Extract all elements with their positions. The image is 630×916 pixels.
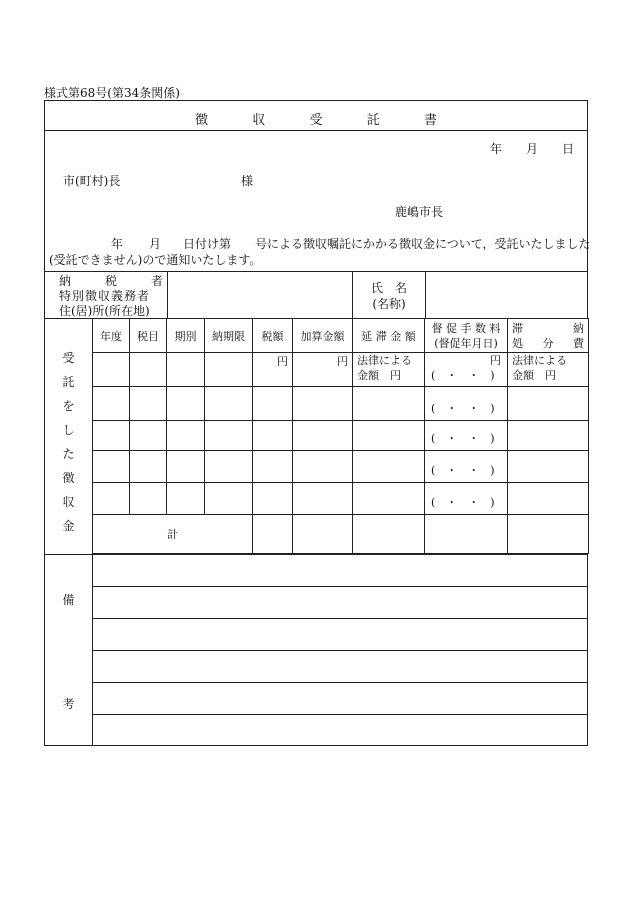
date-day-label: 日 — [562, 142, 575, 156]
remarks-line[interactable] — [93, 555, 588, 587]
cell-zeigaku[interactable] — [253, 353, 293, 387]
cell-kibetsu[interactable] — [167, 353, 205, 387]
cell-nendo[interactable] — [93, 483, 130, 515]
cell-kasan[interactable] — [293, 353, 353, 387]
body-year: 年 — [111, 237, 124, 251]
taxpayer-name-field[interactable] — [426, 272, 587, 318]
cell-kibetsu[interactable] — [167, 451, 205, 483]
cell-tainou[interactable] — [508, 483, 589, 515]
col-header-entai: 延 滞 金 額 — [353, 319, 425, 353]
cell-nokigen[interactable] — [205, 421, 253, 451]
cell-nokigen[interactable] — [205, 451, 253, 483]
honorific-label: 様 — [241, 174, 254, 188]
cell-tainou[interactable] — [508, 421, 589, 451]
form-number-caption: 様式第68号(第34条関係) — [44, 86, 180, 100]
col-header-zeimoku: 税目 — [130, 319, 167, 353]
cell-zeigaku[interactable] — [253, 421, 293, 451]
total-tokusoku[interactable] — [425, 515, 508, 554]
total-entai[interactable] — [353, 515, 425, 554]
cell-tokusoku[interactable]: ( ・ ・ ) — [425, 421, 508, 451]
cell-zeimoku[interactable] — [130, 421, 167, 451]
collected-money-table — [92, 318, 589, 554]
col-header-kasan: 加算金額 — [293, 319, 353, 353]
cell-kasan[interactable] — [293, 451, 353, 483]
total-tainou[interactable] — [508, 515, 589, 554]
table-row — [93, 353, 589, 387]
yen-unit: 円 — [337, 355, 348, 368]
cell-entai[interactable] — [353, 451, 425, 483]
cell-zeimoku[interactable] — [130, 451, 167, 483]
body-second-line: (受託できません)ので通知いたします。 — [49, 253, 262, 267]
body-month: 月 — [149, 237, 162, 251]
col-header-nokigen: 納期限 — [205, 319, 253, 353]
addressee-label: 市(町村)長 — [63, 174, 121, 188]
remarks-table — [92, 554, 588, 746]
title-row — [44, 100, 588, 131]
cell-zeimoku[interactable] — [130, 353, 167, 387]
taxpayer-label: 納 税 者 特別徴収義務者 住(居)所(所在地) — [59, 274, 163, 318]
cell-entai[interactable] — [353, 421, 425, 451]
taxpayer-address-field[interactable] — [168, 272, 352, 318]
cell-zeimoku[interactable] — [130, 483, 167, 515]
total-kasan[interactable] — [293, 515, 353, 554]
remarks-line[interactable] — [93, 683, 588, 715]
cell-tokusoku[interactable]: ( ・ ・ ) — [425, 387, 508, 421]
cell-tokusoku[interactable]: ( ・ ・ ) — [425, 451, 508, 483]
cell-kibetsu[interactable] — [167, 387, 205, 421]
col-header-zeigaku: 税額 — [253, 319, 293, 353]
cell-nendo[interactable] — [93, 451, 130, 483]
remarks-char-1: 備 — [62, 593, 75, 607]
cell-kasan[interactable] — [293, 387, 353, 421]
yen-unit: 円 — [277, 355, 288, 368]
table-row — [93, 387, 589, 421]
remarks-line[interactable] — [93, 587, 588, 619]
cell-nokigen[interactable] — [205, 353, 253, 387]
cell-zeimoku[interactable] — [130, 387, 167, 421]
sender-label: 鹿嶋市長 — [395, 205, 444, 219]
total-row — [93, 515, 589, 554]
cell-nokigen[interactable] — [205, 483, 253, 515]
col-header-tokusoku: 督 促 手 数 料 (督促年月日) — [425, 319, 508, 353]
cell-entai[interactable]: 法律による 金額 円 — [353, 353, 425, 387]
body-day-ref: 日付け第 — [183, 237, 232, 251]
body-main-text: 号による徴収嘱託にかかる徴収金について，受託いたしました — [255, 237, 591, 251]
cell-zeigaku[interactable] — [253, 451, 293, 483]
cell-zeigaku[interactable] — [253, 387, 293, 421]
total-zeigaku[interactable] — [253, 515, 293, 554]
remarks-side-label — [44, 554, 93, 746]
table-row — [93, 451, 589, 483]
date-month-label: 月 — [526, 142, 539, 156]
cell-kasan[interactable] — [293, 421, 353, 451]
remarks-char-2: 考 — [62, 697, 75, 711]
collected-money-side-label: 受 託 を し た 徴 収 金 — [44, 318, 93, 555]
cell-zeigaku[interactable] — [253, 483, 293, 515]
total-label: 計 — [167, 528, 178, 541]
cell-tainou[interactable] — [508, 387, 589, 421]
cell-kasan[interactable] — [293, 483, 353, 515]
taxpayer-row — [44, 271, 588, 319]
cell-nendo[interactable] — [93, 353, 130, 387]
cell-tainou[interactable] — [508, 451, 589, 483]
cell-tainou[interactable]: 法律による 金額 円 — [508, 353, 589, 387]
date-year-label: 年 — [490, 142, 503, 156]
cell-tokusoku[interactable]: ( ・ ・ ) — [425, 483, 508, 515]
col-header-nendo: 年度 — [93, 319, 130, 353]
document-title: 徴 収 受 託 書 — [195, 113, 437, 128]
cell-kibetsu[interactable] — [167, 421, 205, 451]
table-row — [93, 483, 589, 515]
cell-nokigen[interactable] — [205, 387, 253, 421]
name-label: 氏 名 (名称) — [370, 281, 407, 311]
cell-kibetsu[interactable] — [167, 483, 205, 515]
cell-entai[interactable] — [353, 483, 425, 515]
cell-nendo[interactable] — [93, 421, 130, 451]
letter-section — [44, 130, 591, 272]
cell-tokusoku[interactable]: 円 ( ・ ・ ) — [425, 353, 508, 387]
table-header-row — [93, 319, 589, 353]
cell-entai[interactable] — [353, 387, 425, 421]
remarks-line[interactable] — [93, 619, 588, 651]
remarks-line[interactable] — [93, 651, 588, 683]
table-row — [93, 421, 589, 451]
cell-nendo[interactable] — [93, 387, 130, 421]
remarks-line[interactable] — [93, 715, 588, 746]
total-label-cell — [93, 515, 253, 554]
col-header-tainou: 滞 納 処 分 費 — [508, 319, 589, 353]
col-header-kibetsu: 期別 — [167, 319, 205, 353]
